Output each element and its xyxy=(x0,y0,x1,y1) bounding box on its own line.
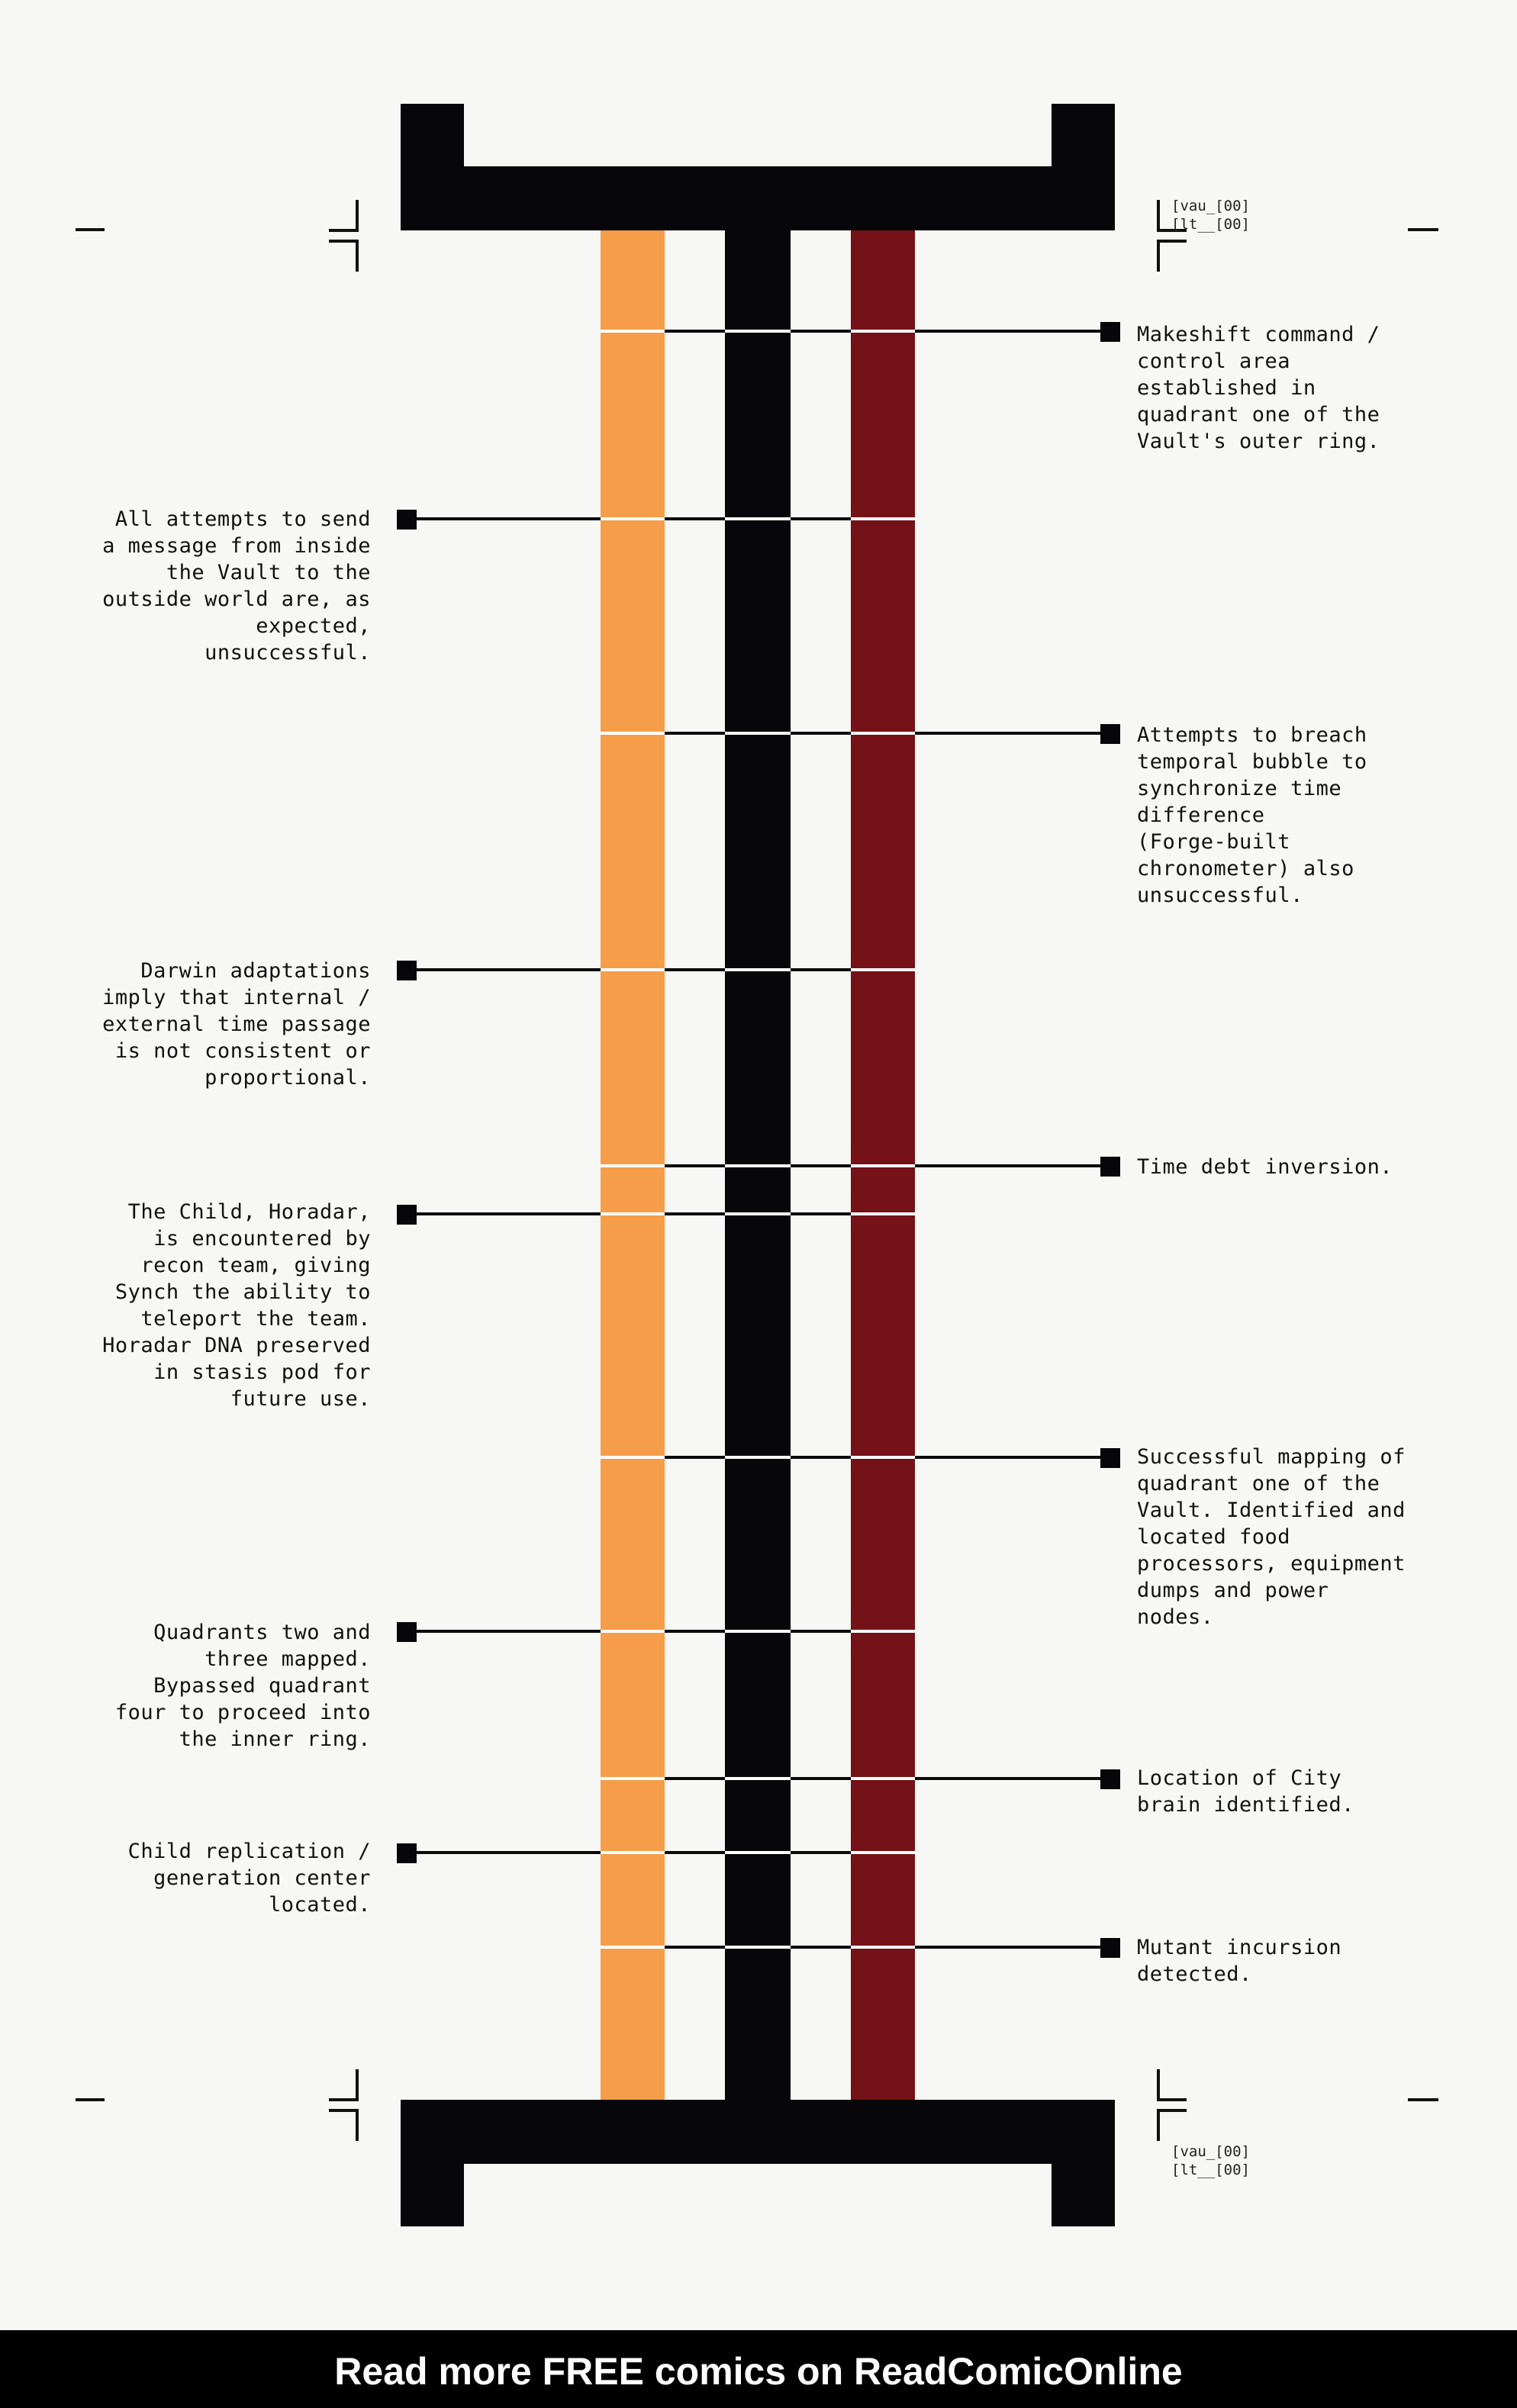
event-note: Attempts to breach temporal bubble to synchronize time difference (Forge-built chronometer) also unsuccessful. xyxy=(1137,723,1367,907)
connector-end-square xyxy=(1100,1448,1120,1468)
bottom-code-line-2: [lt__[00] xyxy=(1171,2162,1250,2178)
event-note: All attempts to send a message from inside the Vault to the outside world are, as expected, unsuccessful. xyxy=(102,507,371,665)
bottom-left-corner-mark xyxy=(329,2069,357,2141)
connector-end-square xyxy=(397,1205,417,1225)
event-note: Mutant incursion detected. xyxy=(1137,1936,1342,1986)
connector-end-square xyxy=(397,1622,417,1642)
top-code-line-1: [vau_[00] xyxy=(1171,198,1250,214)
footer-banner xyxy=(0,2330,1517,2408)
connector-end-square xyxy=(1100,322,1120,342)
connector-end-square xyxy=(1100,1769,1120,1789)
connector-end-square xyxy=(397,961,417,980)
top-left-corner-mark xyxy=(329,200,357,272)
connector-end-square xyxy=(1100,1157,1120,1177)
event-note: Location of City brain identified. xyxy=(1137,1766,1354,1817)
event-note: Child replication / generation center located. xyxy=(127,1840,371,1917)
top-vault-code xyxy=(1171,179,1250,233)
connector-end-square xyxy=(397,1843,417,1863)
bottom-code-line-1: [vau_[00] xyxy=(1171,2143,1250,2160)
connector-end-square xyxy=(397,510,417,530)
top-code-line-2: [lt__[00] xyxy=(1171,216,1250,233)
event-note: Makeshift command / control area established in quadrant one of the Vault's outer ring. xyxy=(1137,323,1380,453)
top-bracket xyxy=(401,104,1115,230)
connector-end-square xyxy=(1100,724,1120,744)
event-note: Successful mapping of quadrant one of the Vault. Identified and located food processors, equipment dumps and power nodes. xyxy=(1137,1445,1406,1629)
bottom-vault-code xyxy=(1171,2124,1250,2179)
event-note: Quadrants two and three mapped. Bypassed quadrant four to proceed into the inner ring. xyxy=(114,1621,371,1751)
connector-end-square xyxy=(1100,1938,1120,1958)
event-note: The Child, Horadar, is encountered by recon team, giving Synch the ability to teleport the team. Horadar DNA preserved in stasis pod for future use. xyxy=(102,1200,371,1411)
event-note: Time debt inversion. xyxy=(1137,1155,1393,1179)
bottom-bracket xyxy=(401,2100,1115,2226)
footer-text[interactable]: Read more FREE comics on ReadComicOnline xyxy=(334,2350,1183,2393)
event-note: Darwin adaptations imply that internal / external time passage is not consistent or proportional. xyxy=(102,959,371,1090)
